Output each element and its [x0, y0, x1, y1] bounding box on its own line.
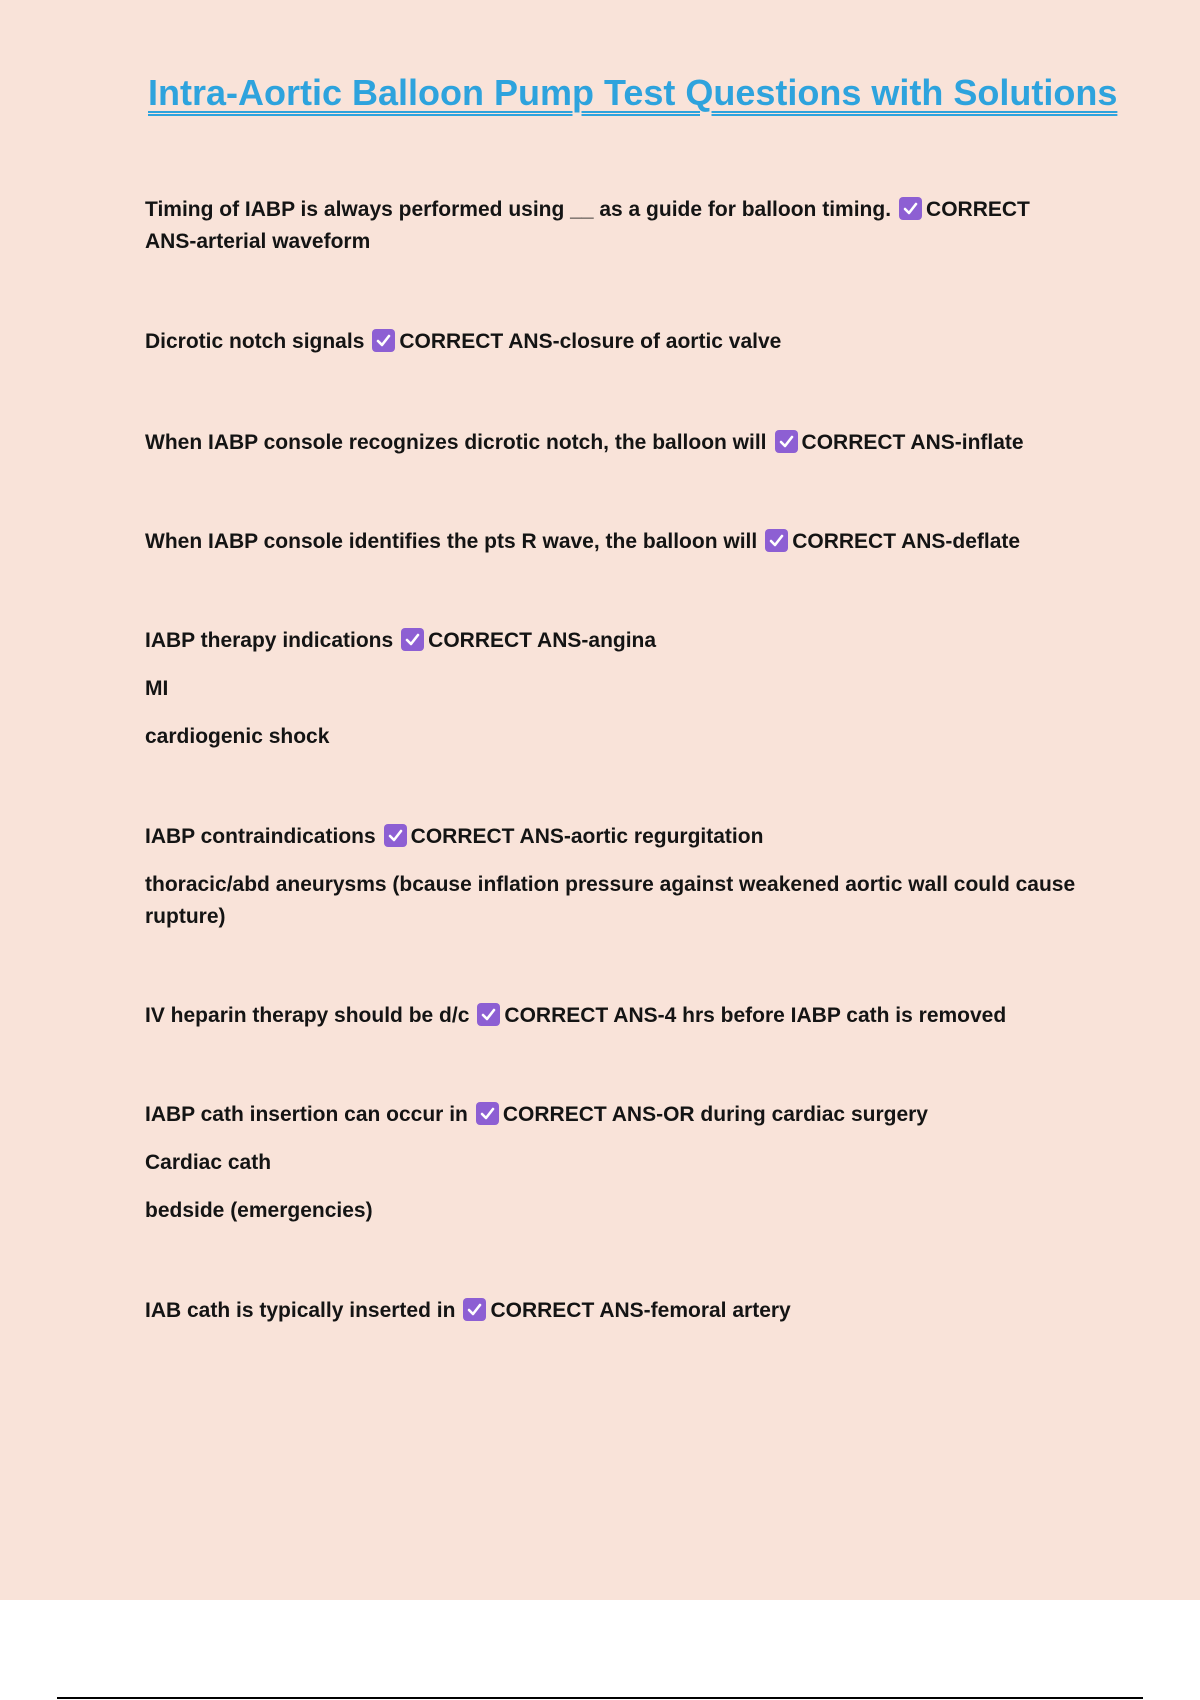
question-text: IABP cath insertion can occur in	[145, 1103, 468, 1126]
checkbox-icon	[476, 1102, 499, 1125]
answer-continuation: cardiogenic shock	[145, 725, 330, 748]
qa-item	[145, 1099, 1085, 1227]
question-text: IV heparin therapy should be d/c	[145, 1004, 470, 1027]
checkbox-icon	[477, 1003, 500, 1026]
answer-text: angina	[588, 629, 657, 652]
checkbox-icon	[899, 197, 922, 220]
checkbox-icon	[463, 1298, 486, 1321]
question-text: IABP therapy indications	[145, 629, 394, 652]
answer-prefix: CORRECT ANS-	[792, 530, 953, 553]
answer-prefix: CORRECT ANS-	[801, 431, 962, 454]
question-text: When IABP console recognizes dicrotic notch, the balloon will	[145, 431, 767, 454]
answer-text: deflate	[952, 530, 1021, 553]
answer-text: closure of aortic valve	[559, 330, 782, 353]
answer-prefix: CORRECT ANS-	[410, 825, 571, 848]
question-text: IAB cath is typically inserted in	[145, 1299, 456, 1322]
document-title: Intra-Aortic Balloon Pump Test Questions with Solutions	[148, 72, 1118, 113]
question-text: Dicrotic notch signals	[145, 330, 365, 353]
answer-text: 4 hrs before IABP cath is removed	[664, 1004, 1007, 1027]
qa-item	[145, 326, 1085, 358]
question-text: Timing of IABP is always performed using __ as a guide for balloon timing.	[145, 198, 892, 221]
answer-continuation: bedside (emergencies)	[145, 1199, 373, 1222]
qa-item	[145, 625, 1085, 753]
footer-divider	[57, 1697, 1143, 1699]
question-text: IABP contraindications	[145, 825, 376, 848]
answer-prefix: CORRECT ANS-	[399, 330, 560, 353]
answer-text: OR during cardiac surgery	[663, 1103, 928, 1126]
answer-prefix: CORRECT ANS-	[502, 1103, 664, 1126]
answer-text: arterial waveform	[196, 230, 371, 253]
answer-prefix: CORRECT ANS-	[490, 1299, 651, 1322]
qa-item	[145, 526, 1085, 558]
qa-item	[145, 1295, 1085, 1327]
answer-continuation: Cardiac cath	[145, 1151, 272, 1174]
checkbox-icon	[401, 628, 424, 651]
checkbox-icon	[775, 430, 798, 453]
checkbox-icon	[384, 824, 407, 847]
answer-prefix: CORRECT ANS-	[504, 1004, 665, 1027]
answer-text: inflate	[961, 431, 1024, 454]
question-text: When IABP console identifies the pts R wave, the balloon will	[145, 530, 758, 553]
answer-text: femoral artery	[650, 1299, 791, 1322]
qa-item	[145, 821, 1085, 933]
checkbox-icon	[765, 529, 788, 552]
answer-continuation: MI	[145, 677, 169, 700]
answer-text: aortic regurgitation	[570, 825, 764, 848]
qa-item	[145, 1000, 1085, 1032]
checkbox-icon	[372, 329, 395, 352]
answer-prefix: CORRECT ANS-	[145, 198, 1030, 253]
answer-prefix: CORRECT ANS-	[428, 629, 589, 652]
qa-item	[145, 427, 1085, 459]
qa-item	[145, 194, 1085, 258]
answer-continuation: thoracic/abd aneurysms (bcause inflation pressure against weakened aortic wall could cause rupture)	[145, 873, 1076, 928]
